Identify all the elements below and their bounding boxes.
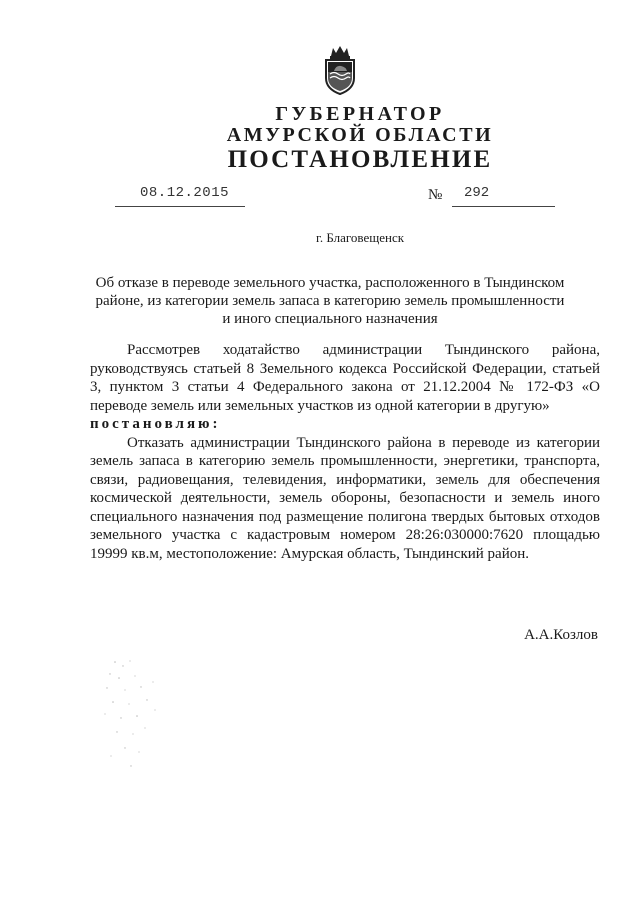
document-date: 08.12.2015 xyxy=(140,185,230,201)
date-underline xyxy=(115,206,245,207)
document-type-title: ПОСТАНОВЛЕНИЕ xyxy=(227,146,493,173)
number-sign: № xyxy=(428,187,443,203)
city: г. Благовещенск xyxy=(315,230,405,245)
document-subject: Об отказе в переводе земельного участка, расположенного в Тындинском районе, из категории земель запаса в категорию земель промышленности и иного специального назначения xyxy=(95,275,565,327)
decree-word: постановляю: xyxy=(90,416,221,432)
header-region: АМУРСКОЙ ОБЛАСТИ xyxy=(226,124,494,146)
faint-stamp-marks xyxy=(95,652,205,772)
document-body xyxy=(90,341,600,563)
header-governor: ГУБЕРНАТОР xyxy=(275,103,445,125)
number-underline xyxy=(452,206,555,207)
body-paragraph-1: Рассмотрев ходатайство администрации Тындинского района, руководствуясь статьей 8 Земельного кодекса Российской Федерации, статьей 3, пунктом 3 статьи 4 Федерального закона от 21.12.2004 № 172-ФЗ «О переводе земель или земельных участков из одной категории в другую» xyxy=(90,342,600,414)
coat-of-arms-icon xyxy=(322,45,358,95)
body-paragraph-2: Отказать администрации Тындинского района в переводе из категории земель запаса в категорию земель промышленности, энергетики, транспорта, связи, радиовещания, телевидения, информатики, земель для обеспечения космической деятельности, земель обороны, безопасности и земель иного специального назначения под размещение полигона твердых бытовых отходов земельного участка с кадастровым номером 28:26:030000:7620 площадью 19999 кв.м, местоположение: Амурская область, Тындинский район. xyxy=(90,434,600,562)
signature-name: А.А.Козлов xyxy=(524,627,598,643)
document-number: 292 xyxy=(464,185,490,201)
